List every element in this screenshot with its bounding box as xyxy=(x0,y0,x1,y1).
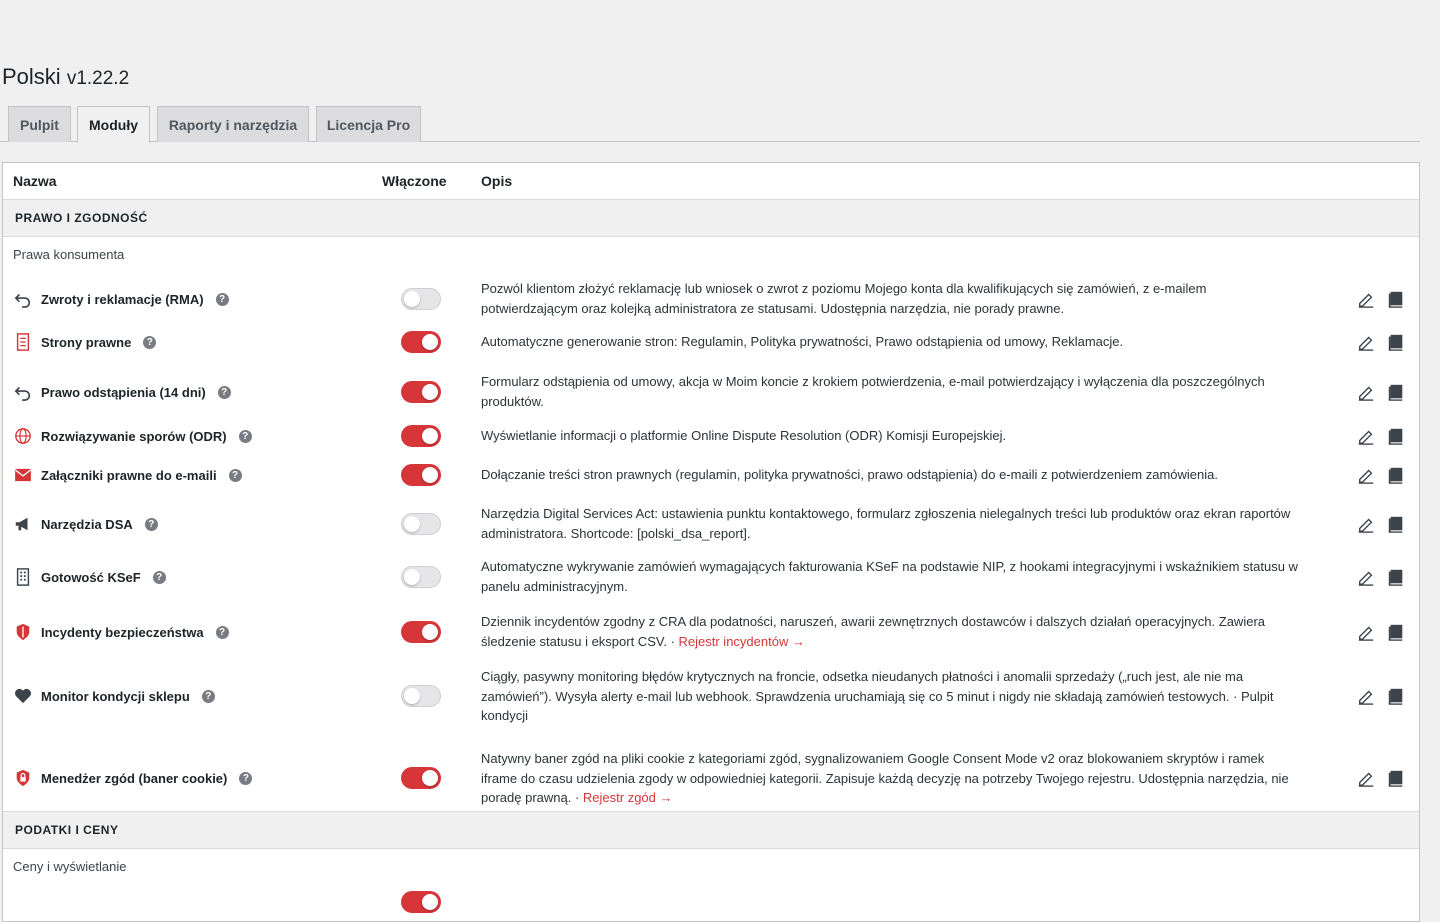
row-actions xyxy=(1357,333,1405,354)
description-text: Natywny baner zgód na pliki cookie z kategoriami zgód, sygnalizowaniem Google Consent Mode v2 oraz blokowaniem skryptów i ramek iframe do czasu udzielenia zgody w odpowiedniej kategorii. Zapisuje każdą decyzję na potrzeby Twojego rejestru. Udostępnia narzędzia, nie poradę prawną. · xyxy=(481,751,1289,805)
module-description xyxy=(481,612,1301,651)
module-row xyxy=(3,460,1419,490)
tab-licencja[interactable]: Licencja Pro xyxy=(316,106,421,142)
row-actions xyxy=(1357,623,1405,644)
module-name: Narzędzia DSA xyxy=(41,516,133,532)
docs-book-icon[interactable] xyxy=(1387,687,1405,708)
module-description xyxy=(481,749,1301,808)
module-description xyxy=(481,372,1301,411)
tab-moduly[interactable]: Moduły xyxy=(77,106,150,143)
module-name-cell xyxy=(13,514,158,534)
description-text: Wyświetlanie informacji o platformie Online Dispute Resolution (ODR) Komisji Europejskiej. xyxy=(481,428,1007,443)
module-name-cell xyxy=(13,686,215,706)
docs-book-icon[interactable] xyxy=(1387,769,1405,790)
module-name: Strony prawne xyxy=(41,334,132,350)
module-description xyxy=(481,667,1301,726)
help-icon[interactable]: ? xyxy=(218,386,231,399)
tab-raporty[interactable]: Raporty i narzędzia xyxy=(157,106,309,142)
help-icon[interactable]: ? xyxy=(216,626,229,639)
table-header xyxy=(3,163,1419,200)
module-toggle[interactable] xyxy=(401,381,441,403)
envelope-icon xyxy=(13,465,33,485)
module-name: Prawo odstąpienia (14 dni) xyxy=(41,384,206,400)
row-actions xyxy=(1357,687,1405,708)
docs-book-icon[interactable] xyxy=(1387,623,1405,644)
help-icon[interactable]: ? xyxy=(145,518,158,531)
shield-icon xyxy=(13,622,33,642)
description-text: Dołączanie treści stron prawnych (regulamin, polityka prywatności, prawo odstąpienia) do e-maili z potwierdzeniem zamówienia. xyxy=(481,467,1218,482)
module-name-cell xyxy=(13,567,166,587)
module-toggle[interactable] xyxy=(401,685,441,707)
module-name-cell xyxy=(13,289,229,309)
module-description xyxy=(481,426,1301,446)
module-name-cell xyxy=(13,382,231,402)
module-description xyxy=(481,557,1301,596)
module-name-cell xyxy=(13,426,252,446)
module-description xyxy=(481,332,1301,352)
module-name: Rozwiązywanie sporów (ODR) xyxy=(41,428,227,444)
description-text: Pozwól klientom złożyć reklamację lub wniosek o zwrot z poziomu Mojego konta dla kwalifikujących się zamówień, z e-mailem potwierdzającym oraz kolejką administratora ze statusami. Udostępnia narzędzia, nie porady prawne. xyxy=(481,281,1207,316)
help-icon[interactable]: ? xyxy=(229,469,242,482)
docs-book-icon[interactable] xyxy=(1387,383,1405,404)
group-label: Prawa konsumenta xyxy=(13,247,125,262)
module-row xyxy=(3,275,1419,323)
module-toggle[interactable] xyxy=(401,566,441,588)
edit-pencil-icon[interactable] xyxy=(1357,568,1375,589)
help-icon[interactable]: ? xyxy=(239,430,252,443)
help-icon[interactable]: ? xyxy=(216,293,229,306)
tab-pulpit[interactable]: Pulpit xyxy=(8,106,71,142)
module-row xyxy=(3,500,1419,548)
megaphone-icon xyxy=(13,514,33,534)
module-name: Monitor kondycji sklepu xyxy=(41,688,190,704)
module-name-cell xyxy=(13,465,242,485)
module-name-cell xyxy=(13,622,229,642)
edit-pencil-icon[interactable] xyxy=(1357,687,1375,708)
edit-pencil-icon[interactable] xyxy=(1357,427,1375,448)
module-row xyxy=(3,663,1419,729)
description-text: Formularz odstąpienia od umowy, akcja w Moim koncie z krokiem potwierdzenia, e-mail potwierdzający i wyłączenia dla poszczególnych produktów. xyxy=(481,374,1265,409)
module-name: Zwroty i reklamacje (RMA) xyxy=(41,291,204,307)
module-name: Menedżer zgód (baner cookie) xyxy=(41,770,228,786)
module-row xyxy=(3,368,1419,416)
description-text: Narzędzia Digital Services Act: ustawienia punktu kontaktowego, formularz zgłoszenia nielegalnych treści lub produktów oraz ekran raportów administratora. Shortcode: [polski_dsa_report]. xyxy=(481,506,1291,541)
edit-pencil-icon[interactable] xyxy=(1357,515,1375,536)
module-name-cell xyxy=(13,768,252,788)
heart-icon xyxy=(13,686,33,706)
docs-book-icon[interactable] xyxy=(1387,515,1405,536)
plugin-name: Polski xyxy=(2,64,61,89)
col-enabled: Włączone xyxy=(382,173,447,189)
edit-pencil-icon[interactable] xyxy=(1357,466,1375,487)
module-name: Incydenty bezpieczeństwa xyxy=(41,624,204,640)
module-row xyxy=(3,608,1419,656)
description-text: Ciągły, pasywny monitoring błędów krytycznych na froncie, odsetka nieudanych płatności i anomalii sprzedaży („ruch jest, ale nie ma zamówień”). Wysyła alerty e-mail lub webhook. Sprawdzenia uruchamiają się co 5 minut i nigdy nie składają zamówień testowych. · Pulpit kondycji xyxy=(481,669,1274,723)
row-actions xyxy=(1357,515,1405,536)
col-name: Nazwa xyxy=(13,173,57,189)
module-name-cell xyxy=(13,332,156,352)
help-icon[interactable]: ? xyxy=(202,690,215,703)
module-description xyxy=(481,279,1301,318)
lock-shield-icon xyxy=(13,768,33,788)
section-header: PODATKI I CENY xyxy=(3,811,1419,849)
module-name: Załączniki prawne do e-maili xyxy=(41,467,217,483)
row-actions xyxy=(1357,290,1405,311)
module-link[interactable]: Rejestr zgód → xyxy=(582,790,673,805)
help-icon[interactable]: ? xyxy=(153,571,166,584)
modules-table xyxy=(2,162,1420,922)
module-row xyxy=(3,745,1419,811)
module-name: Gotowość KSeF xyxy=(41,569,141,585)
docs-book-icon[interactable] xyxy=(1387,568,1405,589)
docs-book-icon[interactable] xyxy=(1387,466,1405,487)
module-description xyxy=(481,504,1301,543)
module-toggle[interactable] xyxy=(401,331,441,353)
module-toggle[interactable] xyxy=(401,621,441,643)
description-text: Automatyczne wykrywanie zamówień wymagających fakturowania KSeF na podstawie NIP, z hookami integracyjnymi i wskaźnikiem statusu w panelu administracyjnym. xyxy=(481,559,1298,594)
module-row xyxy=(3,325,1419,359)
section-header: PRAWO I ZGODNOŚĆ xyxy=(3,199,1419,237)
module-toggle[interactable] xyxy=(401,891,441,913)
docs-book-icon[interactable] xyxy=(1387,333,1405,354)
row-actions xyxy=(1357,427,1405,448)
module-toggle[interactable] xyxy=(401,288,441,310)
module-link[interactable]: Rejestr incydentów → xyxy=(678,633,805,649)
edit-pencil-icon[interactable] xyxy=(1357,383,1375,404)
docs-book-icon[interactable] xyxy=(1387,290,1405,311)
row-actions xyxy=(1357,466,1405,487)
row-actions xyxy=(1357,568,1405,589)
document-icon xyxy=(13,332,33,352)
module-toggle[interactable] xyxy=(401,425,441,447)
edit-pencil-icon[interactable] xyxy=(1357,333,1375,354)
row-actions xyxy=(1357,769,1405,790)
module-row xyxy=(3,421,1419,451)
module-row xyxy=(3,553,1419,601)
module-toggle[interactable] xyxy=(401,464,441,486)
help-icon[interactable]: ? xyxy=(143,336,156,349)
undo-arrow-icon xyxy=(13,289,33,309)
description-text: Automatyczne generowanie stron: Regulamin, Polityka prywatności, Prawo odstąpienia od umowy, Reklamacje. xyxy=(481,334,1124,349)
building-icon xyxy=(13,567,33,587)
help-icon[interactable]: ? xyxy=(239,772,252,785)
globe-icon xyxy=(13,426,33,446)
docs-book-icon[interactable] xyxy=(1387,427,1405,448)
description-text: Dziennik incydentów zgodny z CRA dla podatności, naruszeń, awarii zewnętrznych dostawców i dalszych działań operacyjnych. Zawiera śledzenie statusu i eksport CSV. · xyxy=(481,614,1265,649)
module-toggle[interactable] xyxy=(401,513,441,535)
row-actions xyxy=(1357,383,1405,404)
col-desc: Opis xyxy=(481,173,513,189)
plugin-version: v1.22.2 xyxy=(66,68,130,89)
edit-pencil-icon[interactable] xyxy=(1357,290,1375,311)
group-label: Ceny i wyświetlanie xyxy=(13,859,127,874)
edit-pencil-icon[interactable] xyxy=(1357,769,1375,790)
module-toggle[interactable] xyxy=(401,767,441,789)
undo-arrow-icon xyxy=(13,382,33,402)
page-title xyxy=(2,64,129,90)
module-description xyxy=(481,465,1301,485)
edit-pencil-icon[interactable] xyxy=(1357,623,1375,644)
tab-bar xyxy=(0,106,1420,142)
